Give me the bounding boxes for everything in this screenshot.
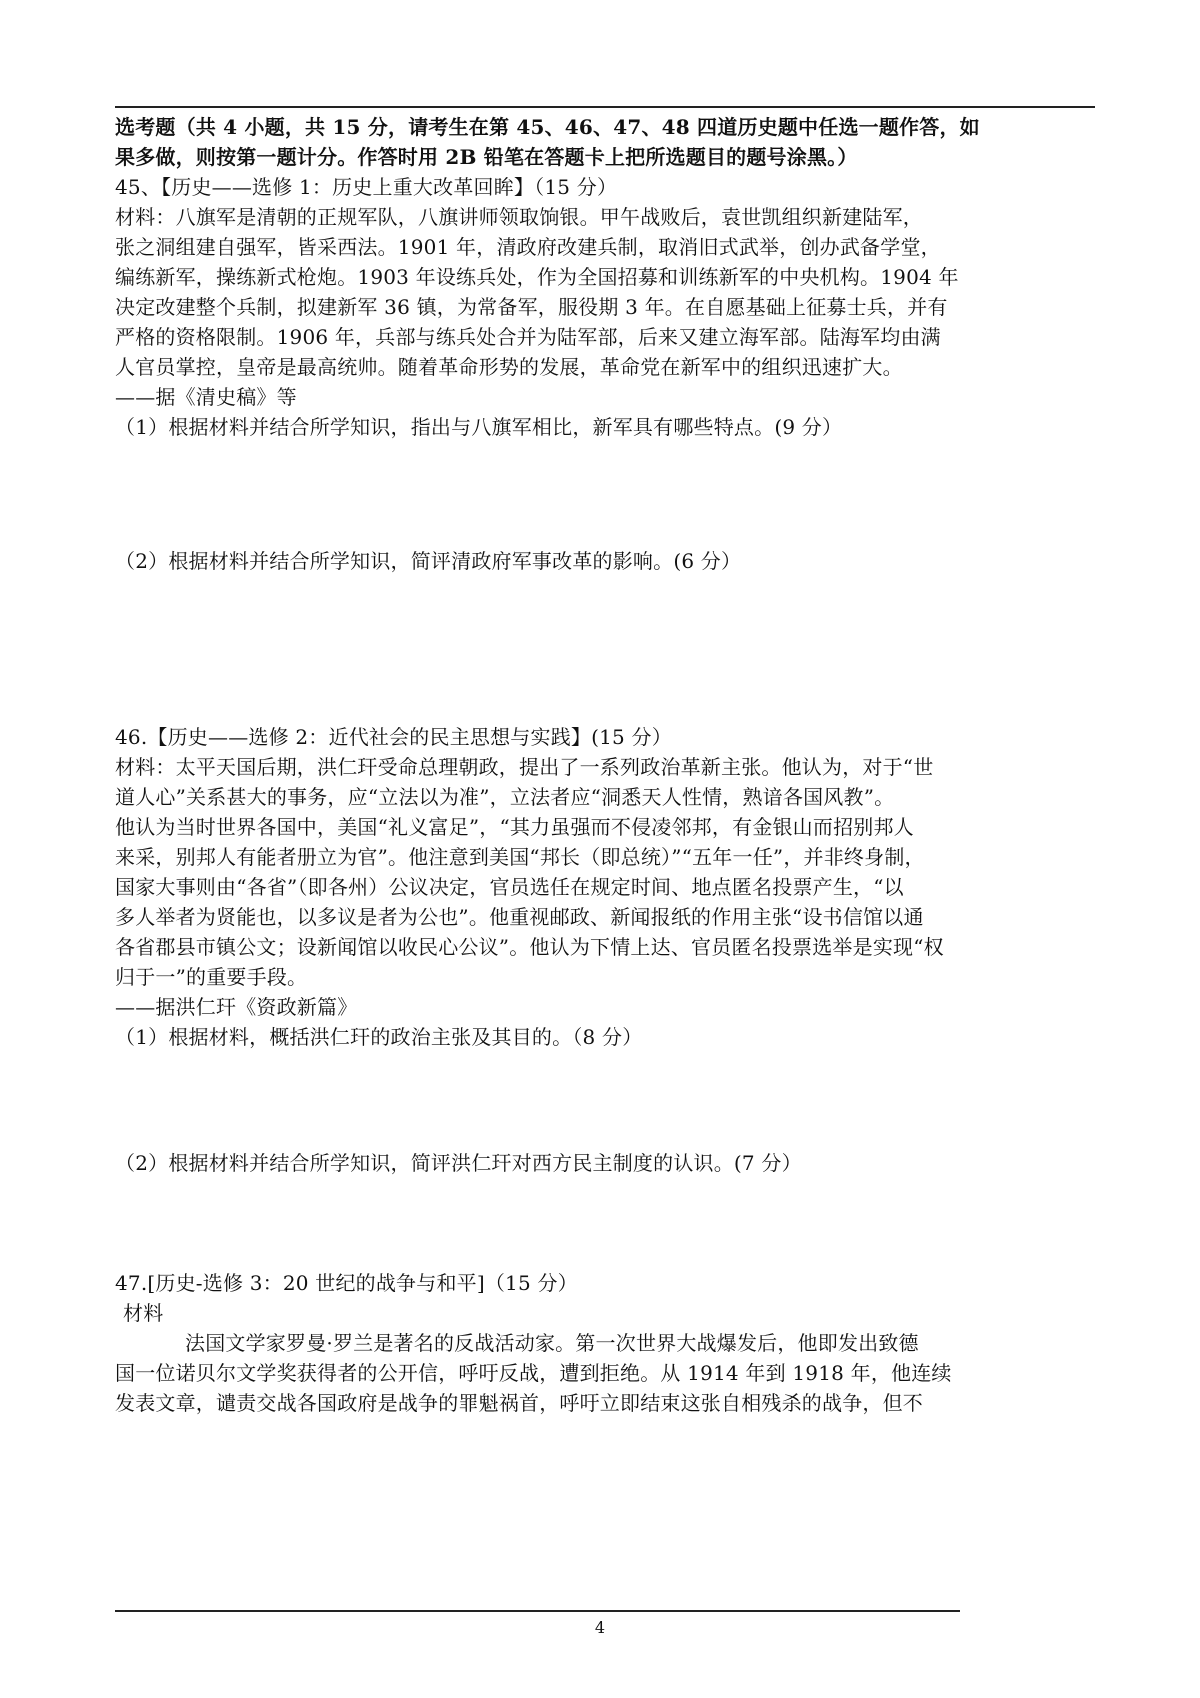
page-content bbox=[115, 112, 1097, 1418]
q47-material-line: 法国文学家罗曼·罗兰是著名的反战活动家。第一次世界大战爆发后，他即发出致德 bbox=[185, 1331, 919, 1355]
answer-space bbox=[115, 1178, 1097, 1268]
instructions-line-2: 果多做，则按第一题计分。作答时用 2B 铅笔在答题卡上把所选题目的题号涂黑。） bbox=[115, 145, 858, 169]
q47-material-label: 材料 bbox=[123, 1301, 164, 1325]
q45-material-line: 决定改建整个兵制，拟建新军 36 镇，为常备军，服役期 3 年。在自愿基础上征募士兵，并有 bbox=[115, 295, 948, 319]
q46-material-line: 道人心”关系甚大的事务，应“立法以为准”，立法者应“洞悉天人性情，熟谙各国风教”。 bbox=[115, 785, 895, 809]
answer-space bbox=[115, 442, 1097, 546]
q45-sub-question-1: （1）根据材料并结合所学知识，指出与八旗军相比，新军具有哪些特点。(9 分） bbox=[115, 415, 843, 439]
q46-title: 46.【历史——选修 2：近代社会的民主思想与实践】(15 分） bbox=[115, 725, 672, 749]
page-number: 4 bbox=[594, 1618, 606, 1637]
q47-material-line: 发表文章，谴责交战各国政府是战争的罪魁祸首，呼吁立即结束这张自相残杀的战争，但不 bbox=[115, 1391, 923, 1415]
q46-material-line: 他认为当时世界各国中，美国“礼义富足”，“其力虽强而不侵凌邻邦，有金银山而招别邦人 bbox=[115, 815, 914, 839]
q46-sub-question-1: （1）根据材料，概括洪仁玕的政治主张及其目的。（8 分） bbox=[115, 1025, 643, 1049]
instructions-line-1: 选考题（共 4 小题，共 15 分，请考生在第 45、46、47、48 四道历史题中任选一题作答，如 bbox=[115, 115, 980, 139]
answer-space bbox=[115, 576, 1097, 722]
q45-sub-question-2: （2）根据材料并结合所学知识，简评清政府军事改革的影响。(6 分） bbox=[115, 549, 742, 573]
bottom-rule bbox=[115, 1610, 960, 1612]
q45-title: 45、【历史——选修 1：历史上重大改革回眸】（15 分） bbox=[115, 175, 618, 199]
q46-material-line: 多人举者为贤能也，以多议是者为公也”。他重视邮政、新闻报纸的作用主张“设书信馆以通 bbox=[115, 905, 924, 929]
q47-material-line: 国一位诺贝尔文学奖获得者的公开信，呼吁反战，遭到拒绝。从 1914 年到 1918 年，他连续 bbox=[115, 1361, 952, 1385]
q45-material-line: 材料：八旗军是清朝的正规军队，八旗讲师领取饷银。甲午战败后，袁世凯组织新建陆军， bbox=[115, 205, 923, 229]
q45-material-line: 张之洞组建自强军，皆采西法。1901 年，清政府改建兵制，取消旧式武举，创办武备学堂， bbox=[115, 235, 941, 259]
q46-material-line: 材料：太平天国后期，洪仁玕受命总理朝政，提出了一系列政治革新主张。他认为，对于“世 bbox=[115, 755, 934, 779]
q46-source: ——据洪仁玕《资政新篇》 bbox=[115, 995, 358, 1019]
q46-sub-question-2: （2）根据材料并结合所学知识，简评洪仁玕对西方民主制度的认识。(7 分） bbox=[115, 1151, 802, 1175]
q45-material-line: 严格的资格限制。1906 年，兵部与练兵处合并为陆军部，后来又建立海军部。陆海军均由满 bbox=[115, 325, 941, 349]
q47-title: 47.[历史-选修 3：20 世纪的战争与和平]（15 分） bbox=[115, 1271, 578, 1295]
q45-material-line: 人官员掌控，皇帝是最高统帅。随着革命形势的发展，革命党在新军中的组织迅速扩大。 bbox=[115, 355, 903, 379]
q46-material-line: 归于一”的重要手段。 bbox=[115, 965, 308, 989]
top-rule bbox=[115, 106, 1095, 108]
q45-source: ——据《清史稿》等 bbox=[115, 385, 297, 409]
q46-material-line: 国家大事则由“各省”（即各州）公议决定，官员选任在规定时间、地点匿名投票产生，“以 bbox=[115, 875, 904, 899]
q45-material-line: 编练新军，操练新式枪炮。1903 年设练兵处，作为全国招募和训练新军的中央机构。1904 年 bbox=[115, 265, 959, 289]
q46-material-line: 各省郡县市镇公文；设新闻馆以收民心公议”。他认为下情上达、官员匿名投票选举是实现“权 bbox=[115, 935, 944, 959]
answer-space bbox=[115, 1052, 1097, 1148]
q46-material-line: 来采，别邦人有能者册立为官”。他注意到美国“邦长（即总统）”“五年一任”，并非终身制， bbox=[115, 845, 925, 869]
